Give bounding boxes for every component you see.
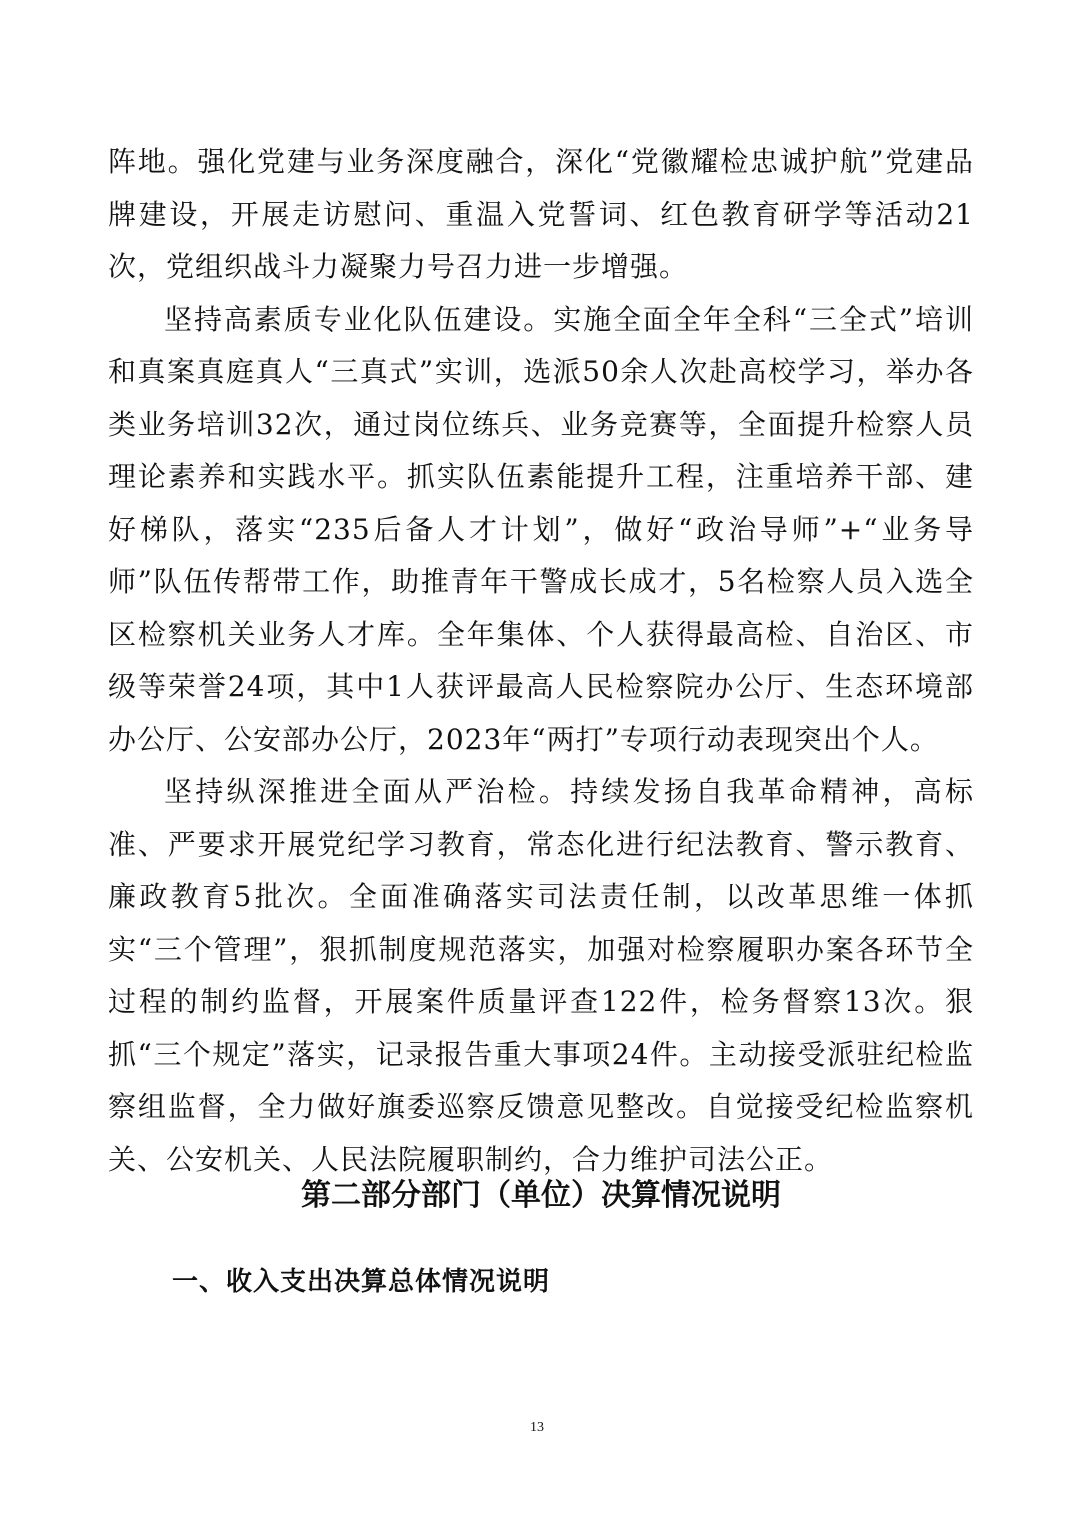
page-number: 13 — [530, 1420, 544, 1435]
section-heading: 一、收入支出决算总体情况说明 — [172, 1267, 551, 1297]
part-title: 第二部分部门（单位）决算情况说明 — [301, 1178, 781, 1213]
paragraph-team-building: 坚持高素质专业化队伍建设。实施全面全年全科“三全式”培训和真案真庭真人“三真式”实训，选派50余人次赴高校学习，举办各类业务培训32次，通过岗位练兵、业务竞赛等，全面提升检察人员理论素养和实践水平。抓实队伍素能提升工程，注重培养干部、建好梯队，落实“235后备人才计划”，做好“政治导师”+“业务导师”队伍传帮带工作，助推青年干警成长成才，5名检察人员入选全区检察机关业务人才库。全年集体、个人获得最高检、自治区、市级等荣誉24项，其中1人获评最高人民检察院办公厅、生态环境部办公厅、公安部办公厅，2023年“两打”专项行动表现突出个人。 — [108, 302, 974, 756]
body-text — [108, 136, 974, 1186]
paragraph-strict-governance: 坚持纵深推进全面从严治检。持续发扬自我革命精神，高标准、严要求开展党纪学习教育，常态化进行纪法教育、警示教育、廉政教育5批次。全面准确落实司法责任制，以改革思维一体抓实“三个管理”，狠抓制度规范落实，加强对检察履职办案各环节全过程的制约监督，开展案件质量评查122件，检务督察13次。狠抓“三个规定”落实，记录报告重大事项24件。主动接受派驻纪检监察组监督，全力做好旗委巡察反馈意见整改。自觉接受纪检监察机关、公安机关、人民法院履职制约，合力维护司法公正。 — [108, 775, 974, 1176]
paragraph-party-building: 阵地。强化党建与业务深度融合，深化“党徽耀检忠诚护航”党建品牌建设，开展走访慰问、重温入党誓词、红色教育研学等活动21次，党组织战斗力凝聚力号召力进一步增强。 — [108, 145, 974, 283]
